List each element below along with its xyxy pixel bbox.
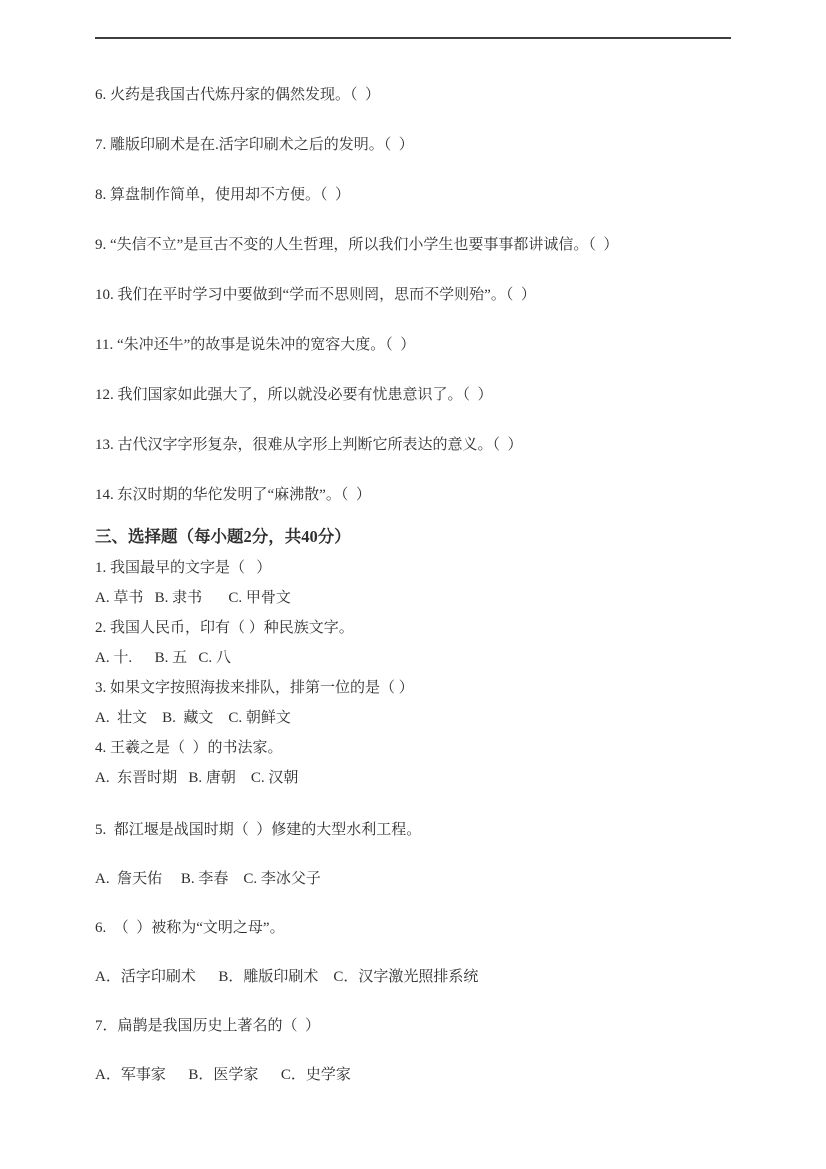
tf-question-6: 6. 火药是我国古代炼丹家的偶然发现。（ ）: [95, 87, 381, 103]
tf-question-11: 11. “朱冲还牛”的故事是说朱冲的宽容大度。（ ）: [95, 337, 416, 353]
choice-questions-5-7: [95, 806, 731, 1100]
tf-question-14: 14. 东汉时期的华佗发明了“麻沸散”。（ ）: [95, 487, 371, 503]
tf-question-10: 10. 我们在平时学习中要做到“学而不思则罔，思而不学则殆”。（ ）: [95, 287, 536, 303]
tf-question-8: 8. 算盘制作简单，使用却不方便。（ ）: [95, 187, 351, 203]
mc-options-5: A. 詹天佑 B. 李春 C. 李冰父子: [95, 871, 321, 887]
choice-questions-1-4: [95, 553, 731, 793]
mc-options-1: A. 草书 B. 隶书 C. 甲骨文: [95, 590, 291, 606]
tf-question-9: 9. “失信不立”是亘古不变的人生哲理，所以我们小学生也要事事都讲诚信。（ ）: [95, 237, 619, 253]
mc-question-7: 7．扁鹊是我国历史上著名的（ ）: [95, 1018, 321, 1034]
mc-question-5: 5. 都江堰是战国时期（ ）修建的大型水利工程。: [95, 822, 422, 838]
choice-section-title: 三、选择题（每小题2分，共40分）: [95, 527, 351, 546]
true-false-section: [95, 70, 731, 520]
tf-question-13: 13. 古代汉字字形复杂，很难从字形上判断它所表达的意义。（ ）: [95, 437, 523, 453]
mc-question-2: 2. 我国人民币，印有（ ）种民族文字。: [95, 620, 354, 636]
mc-question-4: 4. 王羲之是（ ）的书法家。: [95, 740, 283, 756]
top-divider: [95, 37, 731, 39]
mc-options-3: A. 壮文 B. 藏文 C. 朝鲜文: [95, 710, 291, 726]
mc-options-6: A．活字印刷术 B．雕版印刷术 C．汉字激光照排系统: [95, 969, 479, 985]
mc-question-3: 3. 如果文字按照海拔来排队，排第一位的是（ ）: [95, 680, 414, 696]
mc-options-4: A. 东晋时期 B. 唐朝 C. 汉朝: [95, 770, 299, 786]
mc-question-1: 1. 我国最早的文字是（ ）: [95, 560, 272, 576]
mc-question-6: 6. （ ）被称为“文明之母”。: [95, 920, 285, 936]
tf-question-12: 12. 我们国家如此强大了，所以就没必要有忧患意识了。（ ）: [95, 387, 493, 403]
tf-question-7: 7. 雕版印刷术是在.活字印刷术之后的发明。（ ）: [95, 137, 414, 153]
mc-options-2: A. 十. B. 五 C. 八: [95, 650, 231, 666]
mc-options-7: A．军事家 B．医学家 C．史学家: [95, 1067, 351, 1083]
